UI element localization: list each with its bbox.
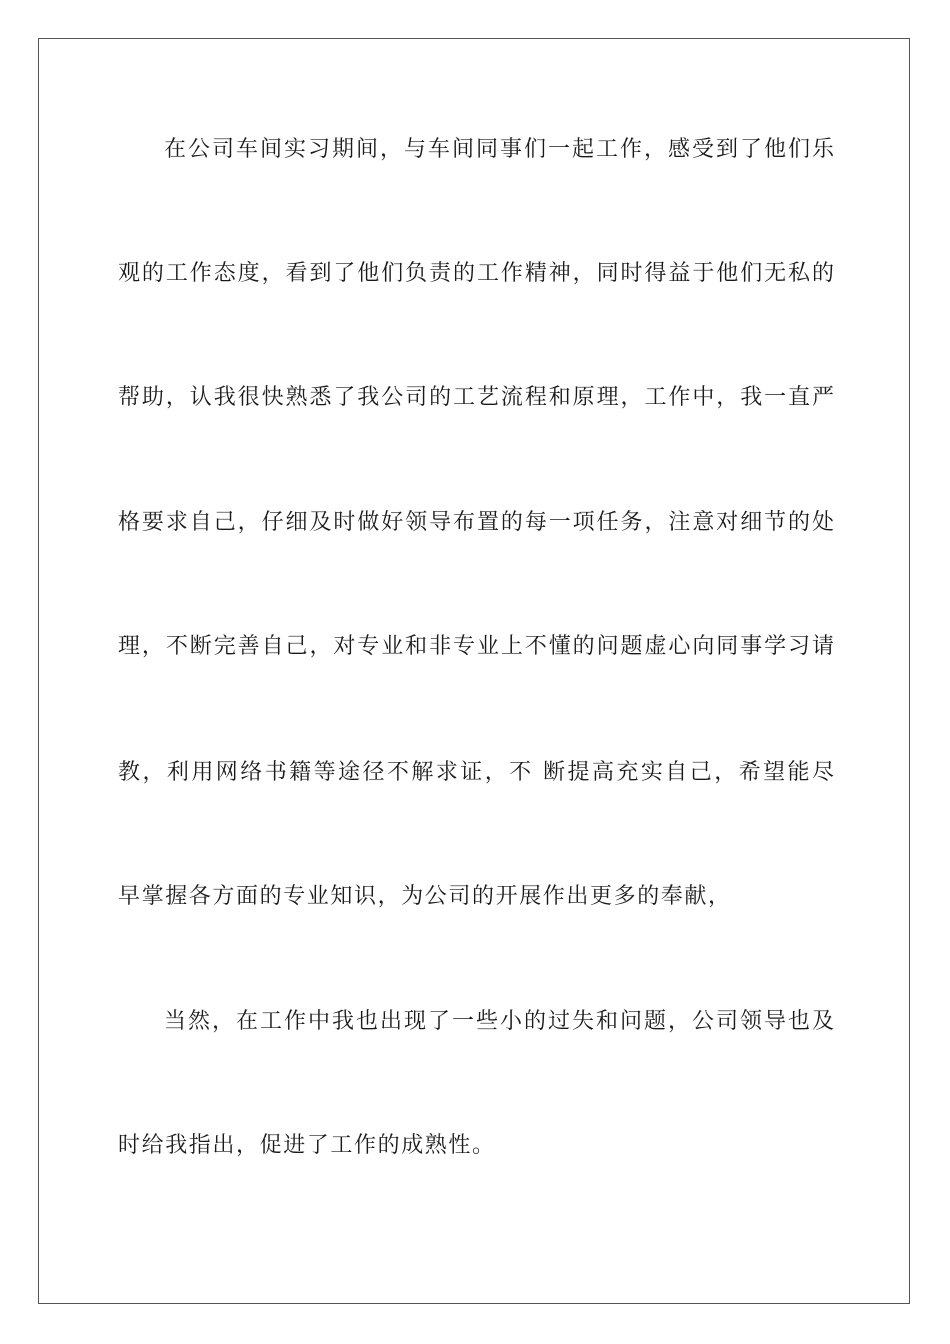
paragraph-2-line-1: 当然，在工作中我也出现了一些小的过失和问题，公司领导也及 [164,1009,834,1034]
paragraph-1-line-4: 格要求自己，仔细及时做好领导布置的每一项任务，注意对细节的处 [118,510,834,535]
paragraph-1-line-2: 观的工作态度，看到了他们负责的工作精神，同时得益于他们无私的 [118,261,834,286]
page-border [38,38,910,1304]
paragraph-2-line-2: 时给我指出，促进了工作的成熟性。 [118,1133,496,1158]
paragraph-1-line-3: 帮助，认我很快熟悉了我公司的工艺流程和原理，工作中，我一直严 [118,385,834,410]
paragraph-1-line-7: 早掌握各方面的专业知识，为公司的开展作出更多的奉献， [118,884,732,909]
paragraph-1-line-6: 教，利用网络书籍等途径不解求证，不 断提高充实自己，希望能尽 [118,760,834,785]
paragraph-1-line-1: 在公司车间实习期间，与车间同事们一起工作，感受到了他们乐 [164,137,834,162]
paragraph-1-line-5: 理，不断完善自己，对专业和非专业上不懂的问题虚心向同事学习请 [118,634,834,659]
